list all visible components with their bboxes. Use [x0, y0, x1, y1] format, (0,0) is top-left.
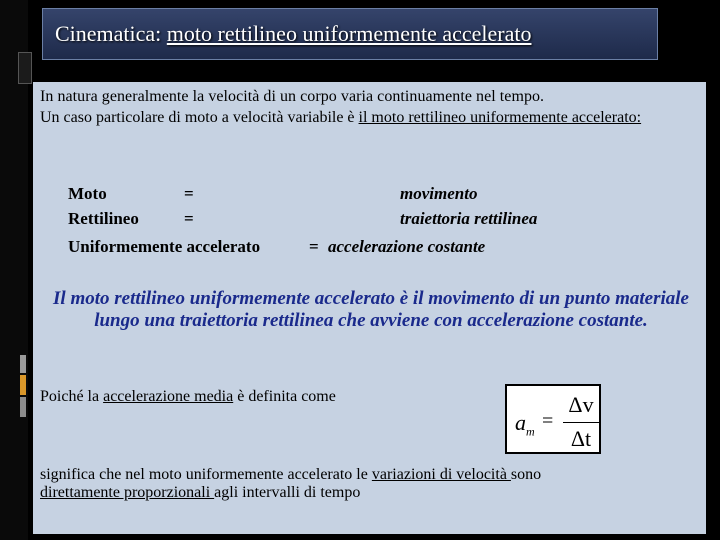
def-meaning-1: movimento	[400, 184, 478, 203]
def-sep-1: =	[184, 184, 194, 203]
def-term-1: Moto	[68, 184, 107, 203]
def-meaning-3: accelerazione costante	[328, 237, 486, 256]
average-term: accelerazione media	[103, 388, 234, 405]
formula-denominator: Δt	[570, 426, 592, 451]
title-bar	[42, 8, 658, 60]
deco-line-orange	[20, 375, 26, 395]
conclusion-part-1: significa che nel moto uniformemente accelerato le	[40, 466, 372, 483]
deco-line-gray-2	[20, 397, 26, 417]
formula-lhs: $a_m$	[515, 410, 535, 439]
deco-line-gray	[20, 355, 26, 373]
formula-eq: =	[542, 410, 554, 432]
average-text	[40, 388, 336, 406]
conclusion-proportional: direttamente proporzionali	[40, 484, 215, 501]
average-after: è definita come	[233, 388, 336, 405]
def-meaning-2: traiettoria rettilinea	[400, 209, 538, 228]
def-sep-2: =	[184, 209, 194, 228]
conclusion-part-2: sono	[510, 466, 542, 483]
formula-box	[505, 384, 601, 454]
emphasis-text: Il moto rettilineo uniformemente accelerato è il movimento di un punto materiale lungo una traiettoria rettilinea che avviene con accelerazione costante.	[53, 288, 689, 331]
conclusion-part-3: agli intervalli di tempo	[214, 484, 361, 501]
intro-line-2	[40, 109, 698, 127]
conclusion-text	[40, 466, 700, 502]
intro-line-2-highlight: il moto rettilineo uniformemente accelerato:	[358, 109, 642, 126]
formula-numerator: Δv	[568, 392, 594, 417]
deco-block-top	[18, 52, 32, 84]
intro-line-1: In natura generalmente la velocità di un corpo varia continuamente nel tempo.	[40, 88, 545, 105]
title-main: moto rettilineo uniformemente accelerato	[166, 21, 532, 46]
intro-line-2-start: Un caso particolare di moto a velocità variabile è	[40, 109, 359, 126]
average-before: Poiché la	[40, 388, 104, 405]
conclusion-velocity: variazioni di velocità	[371, 466, 511, 483]
slide-title	[55, 21, 531, 47]
def-term-3: Uniformemente accelerato	[68, 237, 261, 256]
fraction-bar	[563, 422, 599, 423]
content-panel	[33, 82, 706, 534]
intro-text	[40, 88, 698, 127]
def-term-2: Rettilineo	[68, 209, 139, 228]
title-prefix: Cinematica:	[55, 21, 162, 46]
def-sep-3: =	[309, 237, 319, 256]
